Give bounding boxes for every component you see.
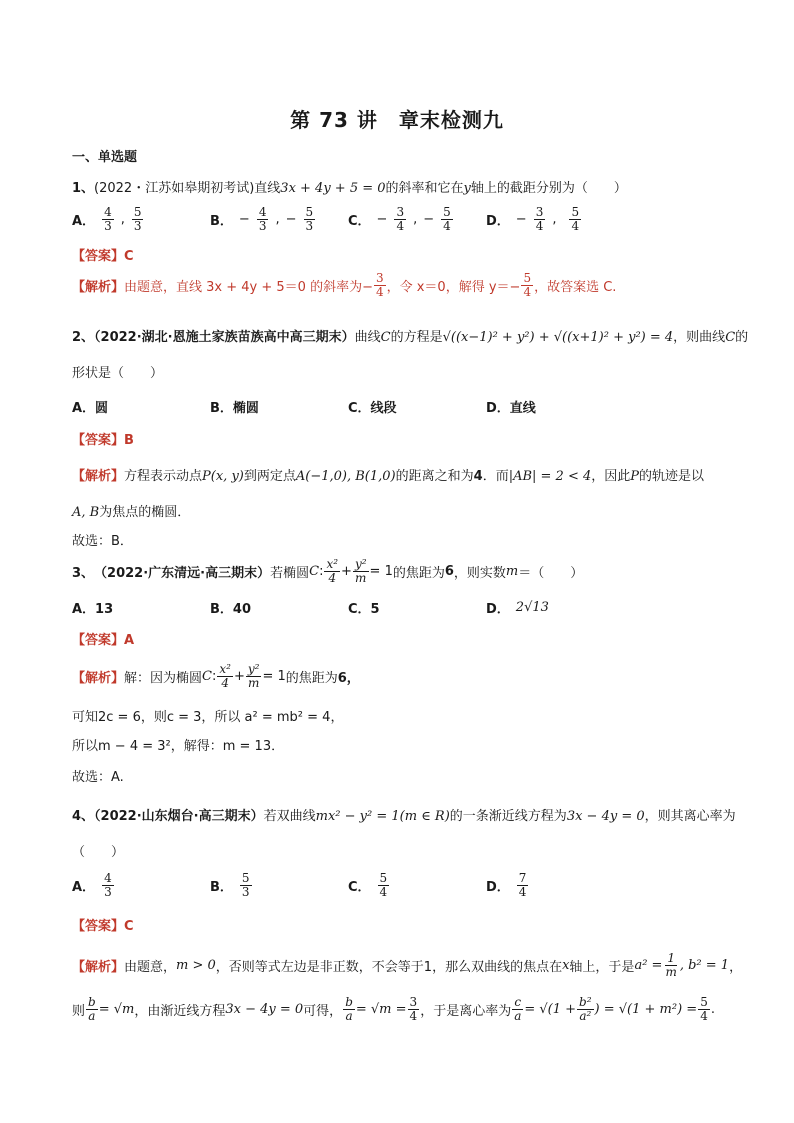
question-2-option-a: A．圆 — [72, 401, 109, 416]
question-4-answer: 【答案】C — [72, 919, 134, 934]
question-2-stem-cont: 形状是（ ） — [72, 366, 164, 381]
question-4-option-a: A． $\frac{4}{3}$ — [72, 871, 112, 900]
question-2-option-b: B．椭圆 — [210, 401, 259, 416]
question-3-stem: 3、 （2022·广东清远·高三期末） 若椭圆 C : $\frac{\text{x²}}{4}$ + $\frac{\text{y²}}{m}$ = 1 的焦距为 6 ，则实数 m ＝（ ） — [72, 557, 584, 586]
question-3-analysis-line2: 可知2c = 6，则c = 3，所以 a² = mb² = 4， — [72, 710, 344, 725]
question-4-analysis: 【解析】 由题意， m > 0 ，否则等式左边是非正数，不会等于1，那么双曲线的焦点在 x 轴上，于是 a² = $\frac{1}{m}$ , b² = 1 ， — [72, 951, 743, 980]
question-3-option-c: C．5 — [348, 602, 380, 617]
question-1-option-c: C． − $\frac{3}{4}$ , − $\frac{5}{4}$ — [348, 205, 451, 234]
question-3-conclusion: 故选：A. — [72, 770, 124, 785]
question-3-option-b: B．40 — [210, 602, 251, 617]
question-2-option-d: D．直线 — [486, 401, 536, 416]
question-1-stem: 1、(2022・江苏如皋期初考试)直线3x + 4y + 5 = 0的斜率和它在y轴上的截距分别为（ ） — [72, 181, 627, 196]
question-3-analysis: 【解析】 解：因为椭圆 C : $\frac{\text{x²}}{4}$ + $\frac{\text{y²}}{m}$ = 1 的焦距为 6， — [72, 662, 360, 691]
question-4-option-c: C． $\frac{5}{4}$ — [348, 871, 388, 900]
question-1-option-a: A． $\frac{4}{3}$ , $\frac{5}{3}$ — [72, 205, 142, 234]
question-2-option-c: C．线段 — [348, 401, 397, 416]
question-2-answer: 【答案】B — [72, 433, 134, 448]
question-4-stem-cont: （ ） — [72, 845, 125, 860]
page-title: 第 73 讲 章末检测九 — [290, 108, 504, 132]
question-1-option-b: B． − $\frac{4}{3}$ , − $\frac{5}{3}$ — [210, 205, 314, 234]
question-3-answer: 【答案】A — [72, 633, 135, 648]
question-4-option-b: B． $\frac{5}{3}$ — [210, 871, 250, 900]
question-1-answer: 【答案】C — [72, 249, 134, 264]
question-3-option-a: A．13 — [72, 602, 114, 617]
question-4-option-d: D． $\frac{7}{4}$ — [486, 871, 527, 900]
question-2-stem: 2、（2022·湖北·恩施土家族苗族高中高三期末）曲线C的方程是√((x−1)² + y²) + √((x+1)² + y²) = 4，则曲线C的 — [72, 330, 749, 345]
section-heading: 一、单选题 — [72, 150, 138, 165]
question-2-analysis: 【解析】方程表示动点P(x, y)到两定点A(−1,0), B(1,0)的距离之和为4．而|AB| = 2 < 4，因此P的轨迹是以 — [72, 469, 705, 484]
question-3-analysis-line3: 所以m − 4 = 3²，解得：m = 13． — [72, 739, 285, 754]
question-2-analysis-cont: A, B为焦点的椭圆． — [72, 505, 191, 520]
question-2-conclusion: 故选：B． — [72, 534, 133, 549]
question-4-analysis-line2: 则 $\frac{b}{a}$ = √m ，由渐近线方程 3x − 4y = 0 可得， $\frac{b}{a}$ = √m = $\frac{3}{4}$ ，于是离心率为 $\frac{c}{a}$ = √(1 + $\frac{\text{b²}}{\text{a²}}$ ) = √(1 + m²) = $\frac{5}{4}$ . — [72, 995, 715, 1024]
question-1-analysis: 【解析】 由题意，直线 3x + 4y + 5＝0 的斜率为− $\frac{3}{4}$ ，令 x＝0，解得 y＝− $\frac{5}{4}$ ，故答案选 C. — [72, 271, 617, 300]
question-1-option-d: D． − $\frac{3}{4}$ , $\frac{5}{4}$ — [486, 205, 580, 234]
question-4-stem: 4、（2022·山东烟台·高三期末）若双曲线mx² − y² = 1(m ∈ R)的一条渐近线方程为3x − 4y = 0，则其离心率为 — [72, 809, 736, 824]
question-3-option-d: D． 2√13 — [486, 600, 549, 617]
